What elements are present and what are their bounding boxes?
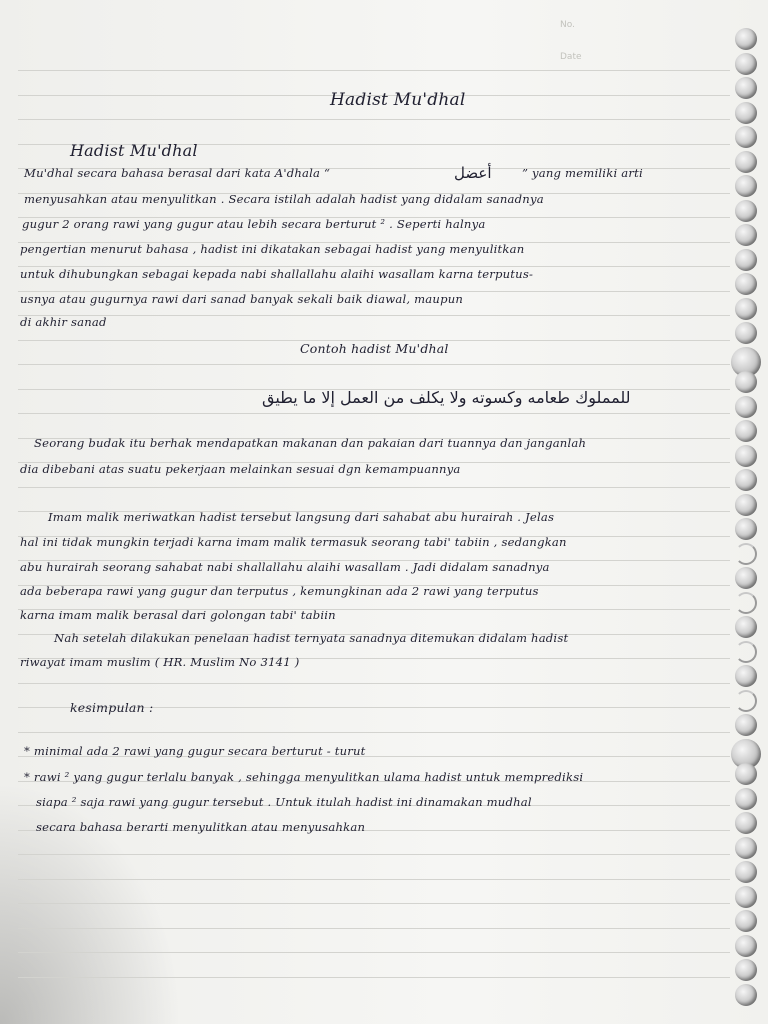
paragraph1-line-4: pengertian menurut bahasa , hadist ini dikatakan sebagai hadist yang menyulitkan [20,242,525,256]
binder-hole [735,616,757,638]
binder-hole [735,469,757,491]
binder-hole [735,371,757,393]
binder-hole [735,200,757,222]
binder-hole [735,935,757,957]
conclusion-point-2-line-1: * rawi ² yang gugur terlalu banyak , sehingga menyulitkan ulama hadist untuk memprediksi [24,770,584,784]
ruled-line [18,854,730,855]
binder-hole [735,837,757,859]
binder-hole [735,788,757,810]
paragraph1-line-1a: Mu'dhal secara bahasa berasal dari kata A'dhala “ [24,166,331,180]
ruled-line [18,903,730,904]
binder-hole [735,494,757,516]
conclusion-heading: kesimpulan : [70,700,154,715]
arabic-hadith: للمملوك طعامه وكسوته ولا يكلف من العمل إلا ما يطيق [262,388,631,407]
binder-hole [735,861,757,883]
example-heading: Contoh hadist Mu'dhal [300,341,449,356]
page-title: Hadist Mu'dhal [330,90,466,110]
binder-hole [735,910,757,932]
paragraph2-line-1: Imam malik meriwatkan hadist tersebut langsung dari sahabat abu hurairah . Jelas [48,510,555,524]
binder-hole [735,28,757,50]
paragraph3-line-2: riwayat imam muslim ( HR. Muslim No 3141 ) [20,655,300,669]
ruled-line [18,70,730,71]
ruled-line [18,977,730,978]
conclusion-point-2-line-2: siapa ² saja rawi yang gugur tersebut . Untuk itulah hadist ini dinamakan mudhal [36,795,532,809]
translation-line-2: dia dibebani atas suatu pekerjaan melainkan sesuai dgn kemampuannya [20,462,461,476]
paragraph1-line-7: di akhir sanad [20,315,107,329]
binder-hole [735,224,757,246]
paragraph3-line-1: Nah setelah dilakukan penelaan hadist ternyata sanadnya ditemukan didalam hadist [54,631,569,645]
binder-hole [735,690,757,712]
ruled-line [18,879,730,880]
ruled-line [18,364,730,365]
binder-hole [735,812,757,834]
binder-hole [735,543,757,565]
binder-hole [735,886,757,908]
binder-hole [735,959,757,981]
binder-hole [735,126,757,148]
binder-hole [735,77,757,99]
binder-hole [735,763,757,785]
binder-hole [735,396,757,418]
ruled-line [18,928,730,929]
date-label: Date [560,52,582,62]
binder-hole [735,175,757,197]
binder-hole [735,249,757,271]
paragraph2-line-5: karna imam malik berasal dari golongan tabi' tabiin [20,608,336,622]
paragraph1-line-3: gugur 2 orang rawi yang gugur atau lebih secara berturut ² . Seperti halnya [22,217,486,231]
ruled-line [18,315,730,316]
translation-line-1: Seorang budak itu berhak mendapatkan makanan dan pakaian dari tuannya dan janganlah [34,436,587,450]
paragraph2-line-4: ada beberapa rawi yang gugur dan terputus , kemungkinan ada 2 rawi yang terputus [20,584,539,598]
paragraph1-line-2: menyusahkan atau menyulitkan . Secara istilah adalah hadist yang didalam sanadnya [24,192,544,206]
ruled-line [18,683,730,684]
ruled-line [18,119,730,120]
binder-hole [735,445,757,467]
no-label: No. [560,20,575,30]
binder-hole [735,567,757,589]
binder-hole [735,518,757,540]
paragraph2-line-3: abu hurairah seorang sahabat nabi shallallahu alaihi wasallam . Jadi didalam sanadnya [20,560,550,574]
arabic-word: أعضل [454,164,492,182]
binder-hole [735,298,757,320]
binder-hole [735,984,757,1006]
paragraph2-line-2: hal ini tidak mungkin terjadi karna imam malik termasuk seorang tabi' tabiin , sedangkan [20,535,567,549]
binder-hole [735,322,757,344]
binder-hole [735,665,757,687]
paragraph1-line-5: untuk dihubungkan sebagai kepada nabi shallallahu alaihi wasallam karna terputus- [20,267,534,281]
ruled-line [18,952,730,953]
binder-hole [735,420,757,442]
binder-hole [735,592,757,614]
binder-hole [735,53,757,75]
paragraph1-line-1b: ” yang memiliki arti [522,166,643,180]
binder-hole [735,102,757,124]
binder-hole [735,714,757,736]
ruled-line [18,487,730,488]
paragraph1-line-6: usnya atau gugurnya rawi dari sanad banyak sekali baik diawal, maupun [20,292,464,306]
ruled-line [18,732,730,733]
ruled-line [18,413,730,414]
section-heading: Hadist Mu'dhal [70,141,198,160]
conclusion-point-1: * minimal ada 2 rawi yang gugur secara berturut - turut [24,744,366,758]
binder-hole [735,641,757,663]
binder-hole [735,273,757,295]
binder-hole [735,151,757,173]
conclusion-point-2-line-3: secara bahasa berarti menyulitkan atau menyusahkan [36,820,366,834]
